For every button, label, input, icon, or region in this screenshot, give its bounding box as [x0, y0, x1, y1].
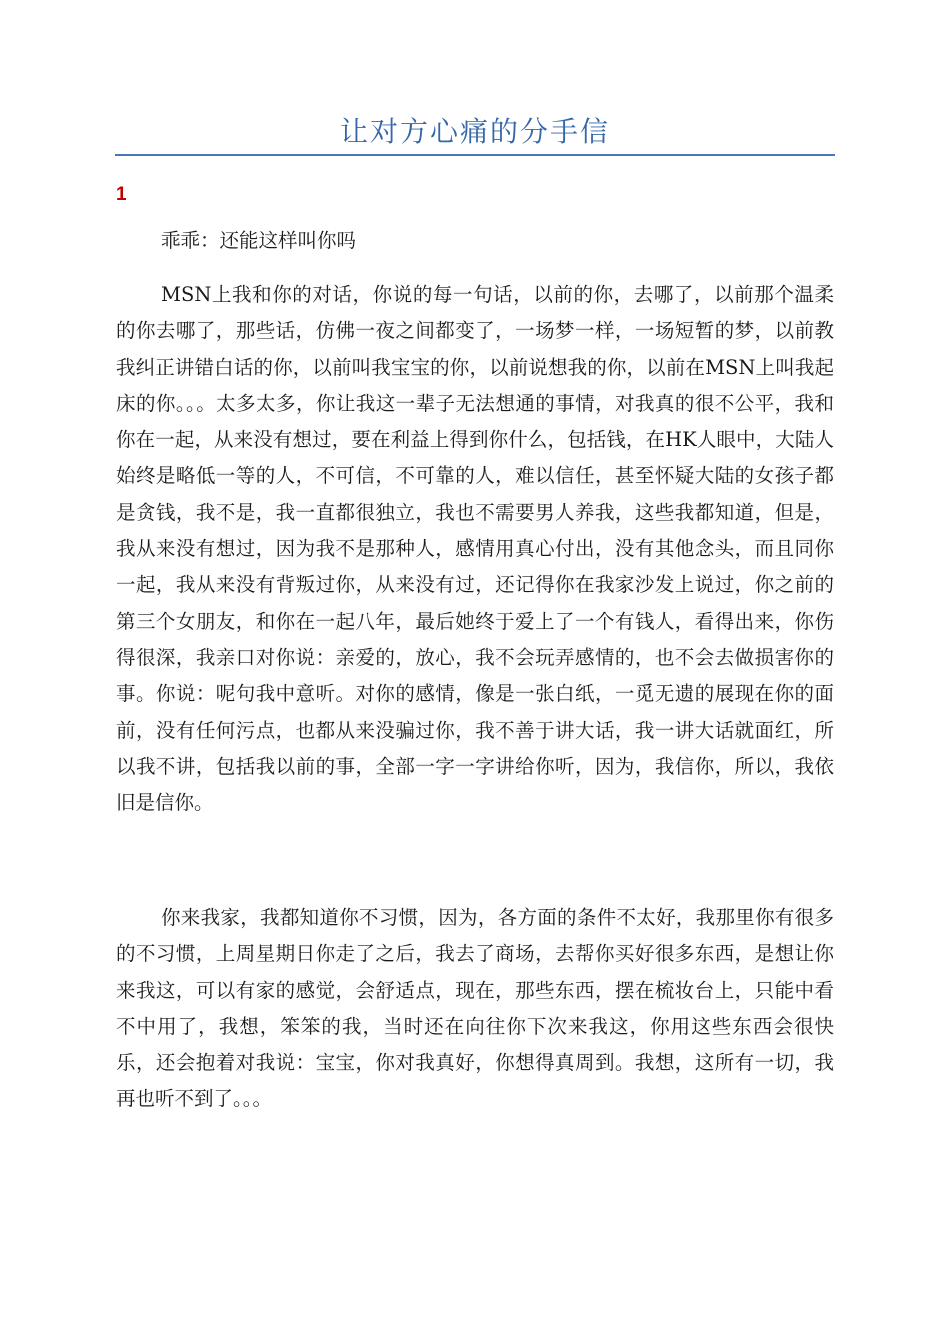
- document-title: 让对方心痛的分手信: [339, 115, 610, 148]
- title-underline: [115, 154, 835, 156]
- greeting-line: 乖乖：还能这样叫你吗: [161, 229, 357, 252]
- paragraph-1: MSN上我和你的对话，你说的每一句话，以前的你，去哪了，以前那个温柔的你去哪了，那些话，仿佛一夜之间都变了，一场梦一样，一场短暂的梦，以前教我纠正讲错白话的你，以前叫我宝宝的你，以前说想我的你，以前在MSN上叫我起床的你。。。太多太多，你让我这一辈子无法想通的事情，对我真的很不公平，我和你在一起，从来没有想过，要在利益上得到你什么，包括钱，在HK人眼中，大陆人始终是略低一等的人，不可信，不可靠的人，难以信任，甚至怀疑大陆的女孩子都是贪钱，我不是，我一直都很独立，我也不需要男人养我，这些我都知道，但是，我从来没有想过，因为我不是那种人，感情用真心付出，没有其他念头，而且同你一起，我从来没有背叛过你，从来没有过，还记得你在我家沙发上说过，你之前的第三个女朋友，和你在一起八年，最后她终于爱上了一个有钱人，看得出来，你伤得很深，我亲口对你说：亲爱的，放心，我不会玩弄感情的，也不会去做损害你的事。你说：呢句我中意听。对你的感情，像是一张白纸，一觅无遗的展现在你的面前，没有任何污点，也都从来没骗过你，我不善于讲大话，我一讲大话就面红，所以我不讲，包括我以前的事，全部一字一字讲给你听，因为，我信你，所以，我依旧是信你。: [116, 283, 834, 815]
- section-number: 1: [116, 184, 127, 205]
- paragraph-2: 你来我家，我都知道你不习惯，因为，各方面的条件不太好，我那里你有很多的不习惯，上周星期日你走了之后，我去了商场，去帮你买好很多东西，是想让你来我这，可以有家的感觉，会舒适点，现在，那些东西，摆在梳妆台上，只能中看不中用了，我想，笨笨的我，当时还在向往你下次来我这，你用这些东西会很快乐，还会抱着对我说：宝宝，你对我真好，你想得真周到。我想，这所有一切，我再也听不到了。。。: [116, 906, 834, 1111]
